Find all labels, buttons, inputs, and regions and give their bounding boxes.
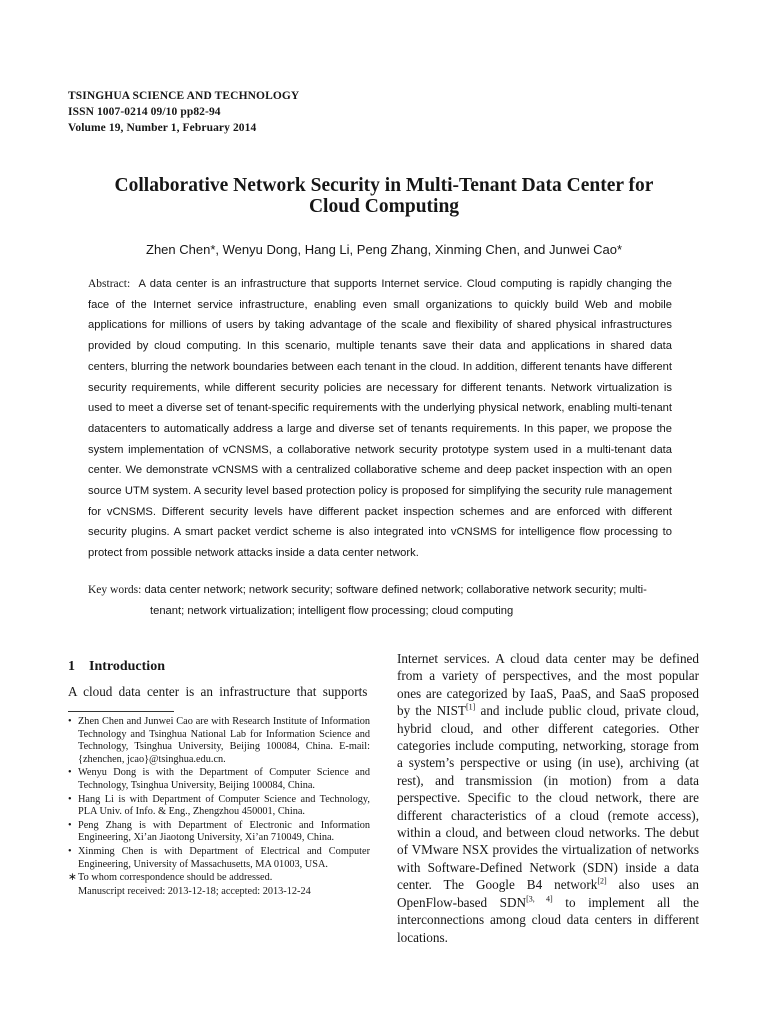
- footnote: [68, 846, 370, 871]
- section-heading: [68, 659, 165, 675]
- footnote: [68, 872, 370, 885]
- abstract-label: Abstract:: [88, 278, 131, 290]
- body-text-segment: Internet services. A cloud data center may be defined from a variety of perspectives, and the most popular ones are categorized by IaaS, PaaS, and SaaS proposed by the NIST: [397, 651, 699, 719]
- bullet-icon: •: [68, 716, 72, 727]
- bullet-icon: •: [68, 793, 72, 805]
- abstract-text: A data center is an infrastructure that supports Internet service. Cloud computing is rapidly changing the face of the Internet service infrastructure, enabling even small organizations to quickly build Web and mobile applications for millions of users by taking advantage of the scale and flexibility of shared physical infrastructures provided by cloud computing. In this scenario, multiple tenants save their data and applications in shared data centers, blurring the network boundaries between each tenant in the cloud. In addition, different tenants have different security requirements, while different security policies are necessary for different tenants. Network virtualization is used to meet a diverse set of tenant-specific requirements with the underlying physical network, enabling multi-tenant datacenters to automatically address a large and diverse set of tenants requirements. In this paper, we propose the system implementation of vCNSMS, a collaborative network security prototype system used in a multi-tenant data center. We demonstrate vCNSMS with a centralized collaborative scheme and deep packet inspection with an open source UTM system. A security level based protection policy is proposed for simplifying the security rule management for vCNSMS. Different security levels have different packet inspection schemes and are enforced with different security plugins. A smart packet verdict scheme is also integrated into vCNSMS for intelligence flow processing to protect from possible network attacks inside a data center network.: [88, 278, 672, 560]
- bullet-icon: •: [68, 845, 72, 857]
- body-text-segment: and include public cloud, private cloud, hybrid cloud, and other different categories. Other categories include computing, networking, storage from a system’s perspective or using (in use), archiving (at rest), and transmission (in motion) from a data perspective. Specific to the cloud network, there are different characteristics of a cloud (remote access), within a cloud, and between cloud networks. The debut of VMware NSX provides the virtualization of networks with Software-Defined Network (SDN) inside a data center. The Google B4 network: [397, 703, 699, 893]
- footnote-text: Zhen Chen and Junwei Cao are with Research Institute of Information Technology and Tsinghua National Lab for Information Science and Technology, Tsinghua University, Beijing 100084, China. E-mail: {zhenchen, jcao}@tsinghua.edu.cn.: [78, 716, 370, 765]
- body-text-right-column: [397, 650, 699, 946]
- body-text-segment: to implement all the interconnections among cloud data centers in different locations.: [397, 894, 700, 945]
- body-text-segment: also uses an OpenFlow-based SDN: [397, 877, 700, 910]
- keywords-label: Key words:: [88, 584, 142, 596]
- keywords: [88, 580, 672, 622]
- citation-ref: [3, 4]: [526, 894, 553, 904]
- footnote-divider: [68, 711, 174, 712]
- section-number: 1: [68, 659, 75, 674]
- section-title: Introduction: [89, 659, 165, 674]
- title-line-1: Collaborative Network Security in Multi-Tenant Data Center for: [114, 175, 654, 196]
- manuscript-dates: [68, 886, 370, 899]
- footnote: [68, 794, 370, 819]
- issn-line: ISSN 1007-0214 09/10 pp82-94: [68, 106, 221, 118]
- keywords-line-1: data center network; network security; software defined network; collaborative network security; multi-: [144, 584, 647, 596]
- footnote-text: Manuscript received: 2013-12-18; accepted: 2013-12-24: [78, 885, 311, 897]
- footnote-text: To whom correspondence should be addressed.: [78, 872, 273, 884]
- volume-line: Volume 19, Number 1, February 2014: [68, 122, 257, 134]
- asterisk-icon: ∗: [68, 872, 77, 884]
- footnote: [68, 716, 370, 766]
- footnote: [68, 767, 370, 792]
- bullet-icon: •: [68, 819, 72, 831]
- bullet-icon: •: [68, 767, 72, 779]
- intro-paragraph: A cloud data center is an infrastructure that supports: [68, 684, 368, 699]
- journal-name: TSINGHUA SCIENCE AND TECHNOLOGY: [68, 90, 300, 102]
- citation-ref: [1]: [465, 702, 476, 712]
- author-list: Zhen Chen*, Wenyu Dong, Hang Li, Peng Zhang, Xinming Chen, and Junwei Cao*: [146, 242, 622, 257]
- footnote-text: Wenyu Dong is with the Department of Computer Science and Technology, Tsinghua University, Beijing 100084, China.: [78, 767, 370, 791]
- paper-title: [60, 175, 708, 217]
- abstract: [88, 274, 672, 564]
- footnote-text: Hang Li is with Department of Computer Science and Technology, PLA Univ. of Info. & Eng., Zhengzhou 450001, China.: [78, 793, 370, 818]
- title-line-2: Cloud Computing: [308, 196, 460, 217]
- keywords-line-2: tenant; network virtualization; intelligent flow processing; cloud computing: [150, 605, 514, 617]
- journal-header: [68, 88, 368, 136]
- footnotes: [68, 716, 370, 899]
- citation-ref: [2]: [597, 876, 607, 886]
- footnote-text: Xinming Chen is with Department of Electrical and Computer Engineering, University of Massachusetts, MA 01003, USA.: [78, 845, 370, 870]
- footnote-text: Peng Zhang is with Department of Electronic and Information Engineering, Xi’an Jiaotong University, Xi’an 710049, China.: [78, 819, 370, 844]
- footnote: [68, 820, 370, 845]
